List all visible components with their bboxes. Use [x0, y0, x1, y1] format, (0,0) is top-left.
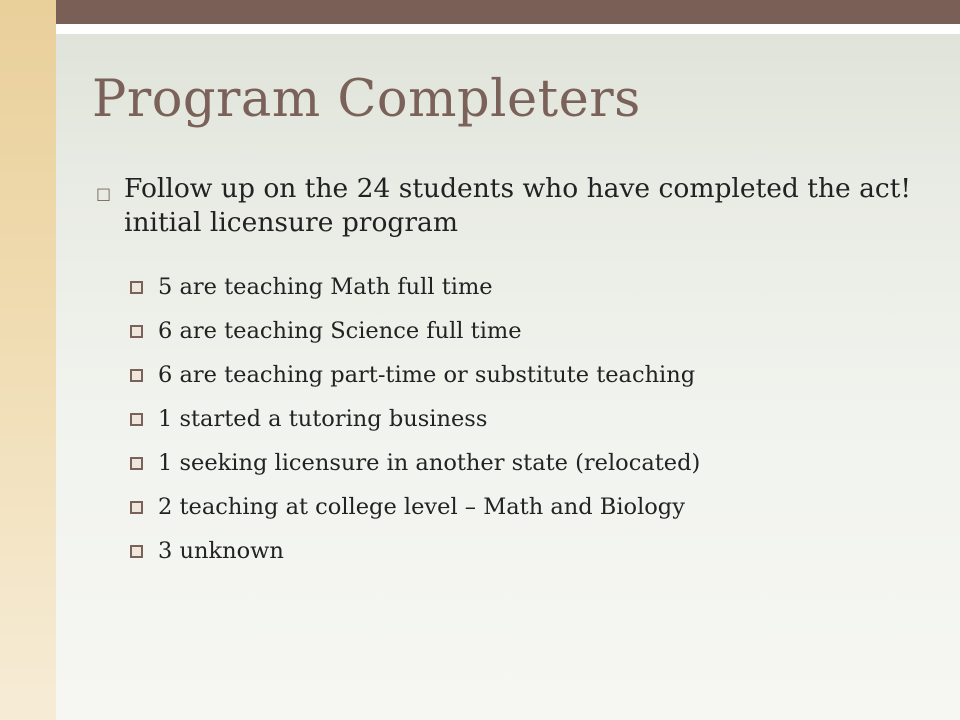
main-bullet: [96, 172, 916, 240]
sub-bullet-text: 1 started a tutoring business: [158, 406, 488, 432]
square-bullet-icon: [130, 545, 158, 558]
sub-bullet-text: 6 are teaching part-time or substitute teaching: [158, 362, 696, 388]
hollow-square-bullet-icon: □: [96, 184, 112, 203]
square-bullet-icon: [130, 501, 158, 514]
square-bullet-icon: [130, 325, 158, 338]
left-accent-stripe: [0, 0, 56, 720]
list-item: [130, 441, 930, 485]
list-item: [130, 309, 930, 353]
list-item: [130, 265, 930, 309]
square-bullet-icon: [130, 281, 158, 294]
sub-bullet-list: [130, 265, 930, 573]
slide-title: Program Completers: [92, 70, 641, 129]
list-item: [130, 529, 930, 573]
list-item: [130, 485, 930, 529]
sub-bullet-text: 6 are teaching Science full time: [158, 318, 522, 344]
square-bullet-icon: [130, 413, 158, 426]
main-bullet-text: Follow up on the 24 students who have completed the act! initial licensure program: [124, 173, 912, 238]
list-item: [130, 353, 930, 397]
top-accent-bar: [56, 0, 960, 24]
sub-bullet-text: 5 are teaching Math full time: [158, 274, 493, 300]
square-bullet-icon: [130, 369, 158, 382]
sub-bullet-text: 3 unknown: [158, 538, 284, 564]
sub-bullet-text: 1 seeking licensure in another state (relocated): [158, 450, 701, 476]
list-item: [130, 397, 930, 441]
sub-bullet-text: 2 teaching at college level – Math and Biology: [158, 494, 685, 520]
square-bullet-icon: [130, 457, 158, 470]
